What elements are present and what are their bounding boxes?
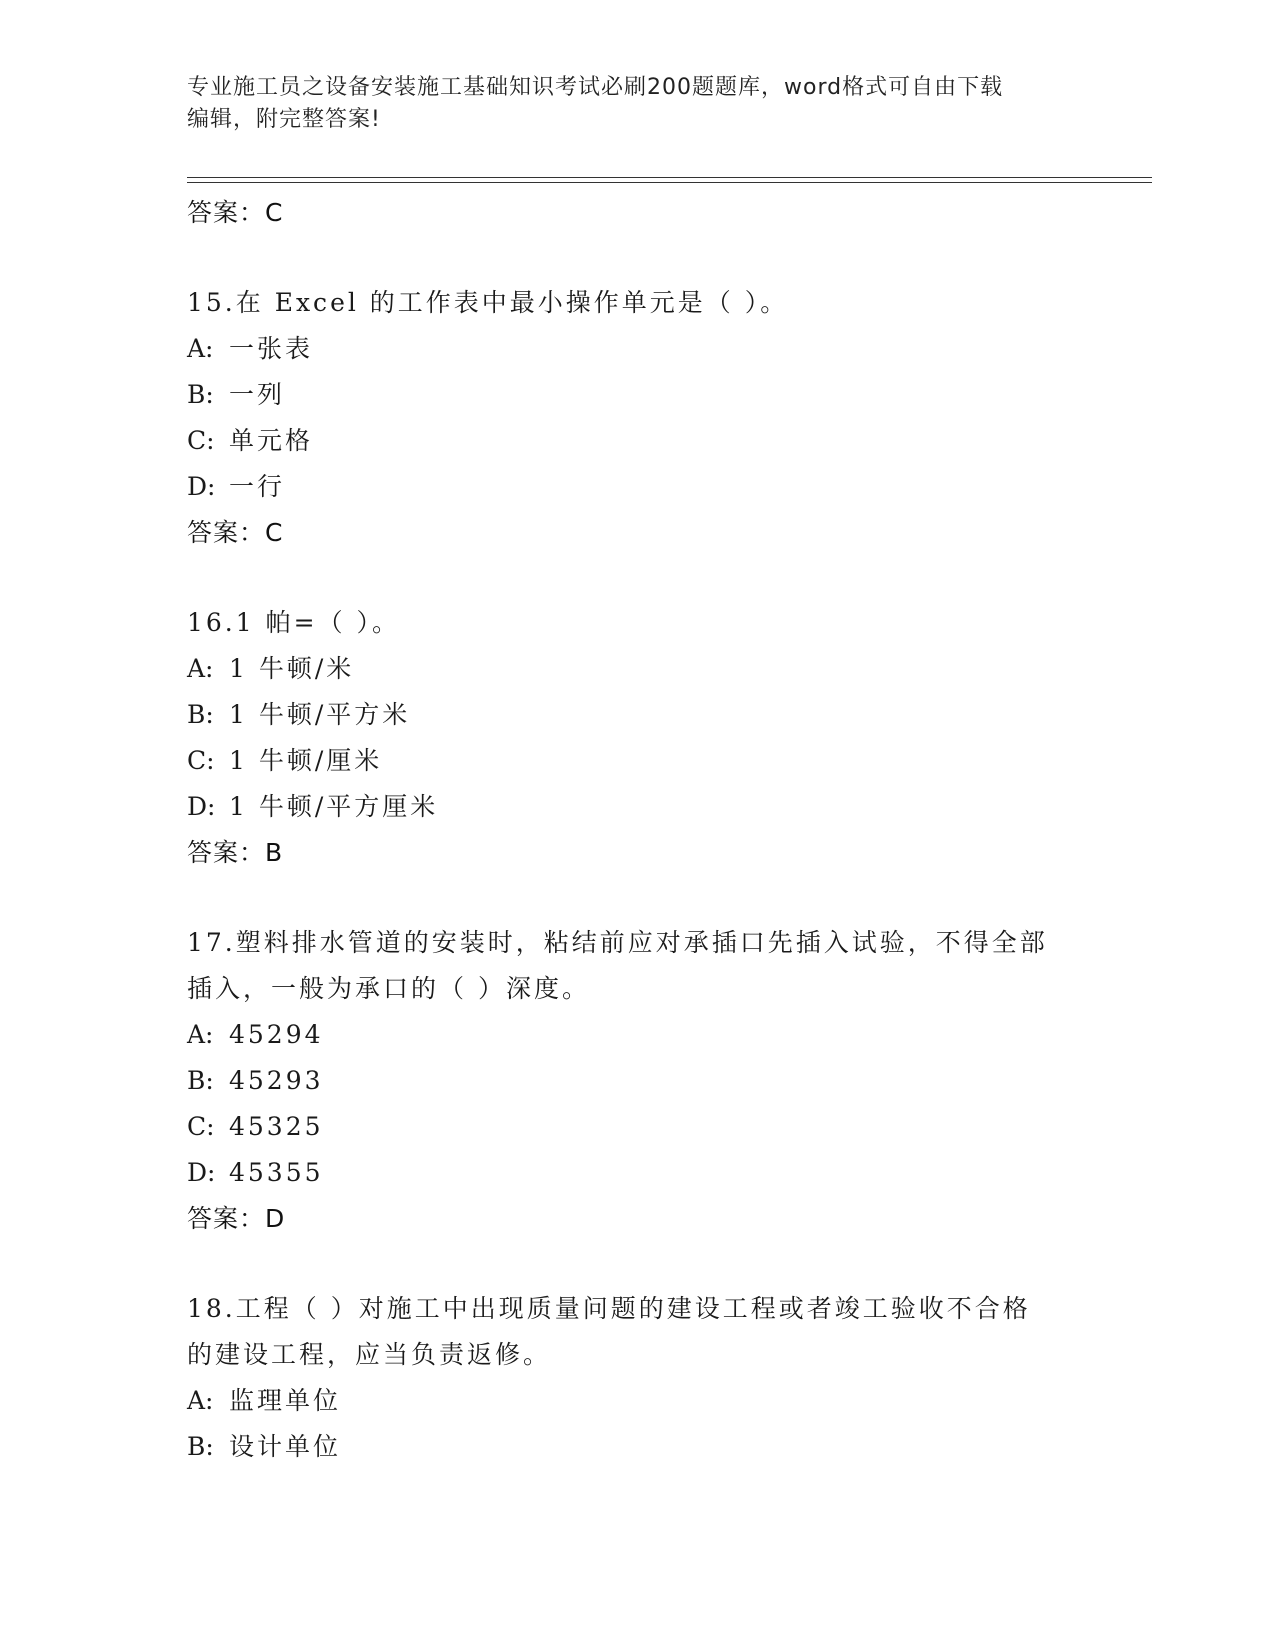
question-line: 工程（ ）对施工中出现质量问题的建设工程或者竣工验收不合格 [235,1294,1031,1323]
option-a [187,1378,1087,1424]
option-text: 45293 [229,1066,324,1095]
page-header [187,72,1067,136]
question-line: 的建设工程，应当负责返修。 [187,1340,552,1369]
option-a [187,1012,1087,1058]
option-text: 1 牛顿/厘米 [229,746,383,775]
answer-label: 答案： [187,1204,266,1233]
option-b [187,372,1087,418]
question-number: 17. [187,928,236,957]
option-c [187,738,1087,784]
option-text: 监理单位 [229,1386,342,1415]
option-key: A: [187,1386,214,1415]
answer-value: B [265,838,283,867]
header-divider [187,177,1152,183]
option-key: A: [187,1020,214,1049]
option-text: 一张表 [229,334,314,363]
header-line-2: 编辑，附完整答案! [187,107,381,132]
option-b [187,1058,1087,1104]
question-text-continued [187,1332,1087,1378]
document-body [187,190,1087,1470]
question-17 [187,920,1087,1242]
option-text: 一行 [229,472,286,501]
answer-line [187,830,1087,876]
option-text: 45355 [229,1158,324,1187]
option-key: D: [187,472,216,501]
question-text [187,920,1087,966]
option-key: C: [187,1112,215,1141]
option-c [187,1104,1087,1150]
question-number: 16. [187,608,236,637]
option-key: B: [187,380,214,409]
option-key: C: [187,426,215,455]
question-number: 18. [187,1294,236,1323]
option-key: B: [187,1432,214,1461]
question-text [187,1286,1087,1332]
option-key: A: [187,654,214,683]
answer-line [187,510,1087,556]
question-number: 15. [187,288,236,317]
option-text: 45325 [229,1112,324,1141]
option-c [187,418,1087,464]
option-d [187,784,1087,830]
option-text: 一列 [229,380,286,409]
option-d [187,1150,1087,1196]
question-line: 插入，一般为承口的（ ）深度。 [187,974,590,1003]
option-key: D: [187,792,216,821]
answer-value: D [265,1204,285,1233]
option-text: 设计单位 [229,1432,342,1461]
answer-label: 答案： [187,838,266,867]
answer-value: C [265,518,283,547]
option-text: 1 牛顿/米 [229,654,355,683]
option-b [187,692,1087,738]
question-text-continued [187,966,1087,1012]
answer-line [187,1196,1087,1242]
question-18 [187,1286,1087,1470]
answer-label: 答案： [187,518,266,547]
question-16 [187,600,1087,876]
option-a [187,326,1087,372]
option-text: 单元格 [229,426,314,455]
question-line: 1 帕=（ ）。 [235,608,401,637]
question-line: 在 Excel 的工作表中最小操作单元是（ ）。 [235,288,789,317]
answer-value: C [265,198,283,227]
question-text [187,600,1087,646]
option-key: B: [187,1066,214,1095]
option-text: 1 牛顿/平方厘米 [229,792,439,821]
option-b [187,1424,1087,1470]
option-text: 45294 [229,1020,324,1049]
question-text [187,280,1087,326]
header-line-1: 专业施工员之设备安装施工基础知识考试必刷200题题库，word格式可自由下载 [187,75,1004,100]
option-key: C: [187,746,215,775]
answer-label: 答案： [187,198,266,227]
option-key: A: [187,334,214,363]
question-line: 塑料排水管道的安装时，粘结前应对承插口先插入试验，不得全部 [235,928,1048,957]
option-text: 1 牛顿/平方米 [229,700,411,729]
answer-line [187,190,1087,236]
option-key: D: [187,1158,216,1187]
question-15 [187,280,1087,556]
option-d [187,464,1087,510]
option-a [187,646,1087,692]
option-key: B: [187,700,214,729]
